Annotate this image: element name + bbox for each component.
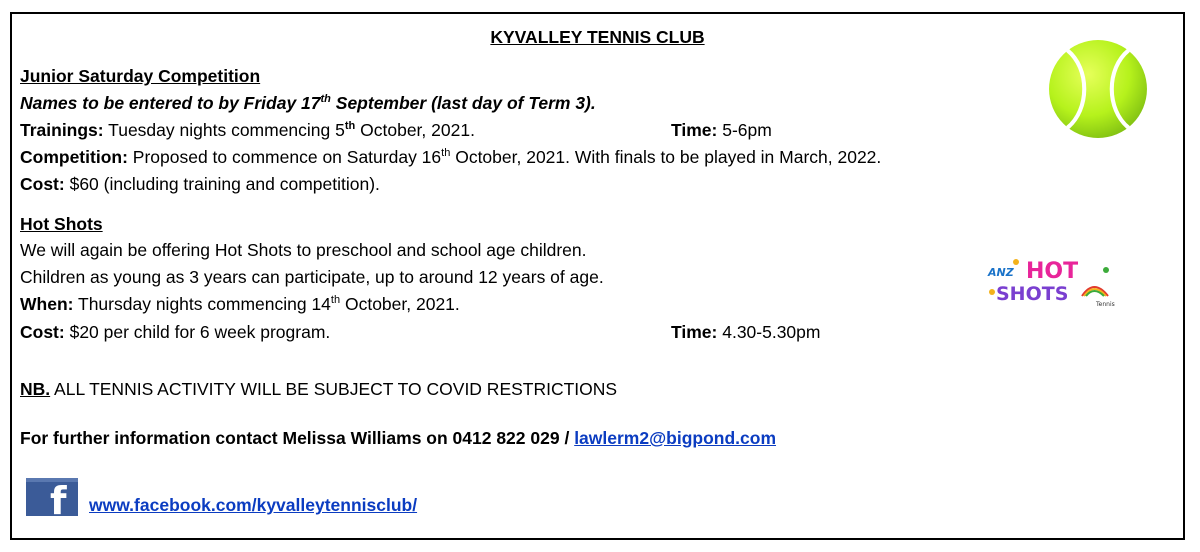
facebook-link[interactable]: www.facebook.com/kyvalleytennisclub/ xyxy=(89,495,418,515)
junior-heading: Junior Saturday Competition xyxy=(20,66,261,86)
hotshots-when-line: When: Thursday nights commencing 14th October, 2021. xyxy=(20,294,460,314)
nb-notice: NB. ALL TENNIS ACTIVITY WILL BE SUBJECT TO COVID RESTRICTIONS xyxy=(20,379,618,399)
trainings-line: Trainings: Tuesday nights commencing 5th October, 2021. Time: 5-6pm xyxy=(20,120,772,140)
svg-text:Tennis: Tennis xyxy=(1096,301,1115,308)
contact-line: For further information contact Melissa Williams on 0412 822 029 / lawlerm2@bigpond.com xyxy=(20,428,777,448)
facebook-icon[interactable] xyxy=(26,478,78,516)
hotshots-line-1: We will again be offering Hot Shots to preschool and school age children. xyxy=(20,240,587,260)
junior-deadline: Names to be entered to by Friday 17th September (last day of Term 3). xyxy=(20,93,596,113)
facebook-link-line xyxy=(89,494,417,516)
svg-text:SHOTS: SHOTS xyxy=(996,283,1069,305)
competition-line: Competition: Proposed to commence on Saturday 16th October, 2021. With finals to be played in March, 2022. xyxy=(20,147,882,167)
hot-shots-logo xyxy=(986,252,1116,308)
hotshots-cost-line: Cost: $20 per child for 6 week program. Time: 4.30-5.30pm xyxy=(20,322,821,342)
page-title: KYVALLEY TENNIS CLUB xyxy=(490,27,705,47)
hotshots-heading: Hot Shots xyxy=(20,214,103,234)
email-link[interactable]: lawlerm2@bigpond.com xyxy=(574,428,777,448)
hotshots-time: Time: 4.30-5.30pm xyxy=(671,322,821,342)
junior-time: Time: 5-6pm xyxy=(671,120,772,140)
svg-text:ANZ: ANZ xyxy=(988,266,1014,279)
junior-cost-line: Cost: $60 (including training and competition). xyxy=(20,174,380,194)
svg-text:f: f xyxy=(50,479,67,516)
notice-box xyxy=(10,12,1185,540)
svg-text:HOT: HOT xyxy=(1026,259,1079,284)
hotshots-line-2: Children as young as 3 years can participate, up to around 12 years of age. xyxy=(20,267,604,287)
